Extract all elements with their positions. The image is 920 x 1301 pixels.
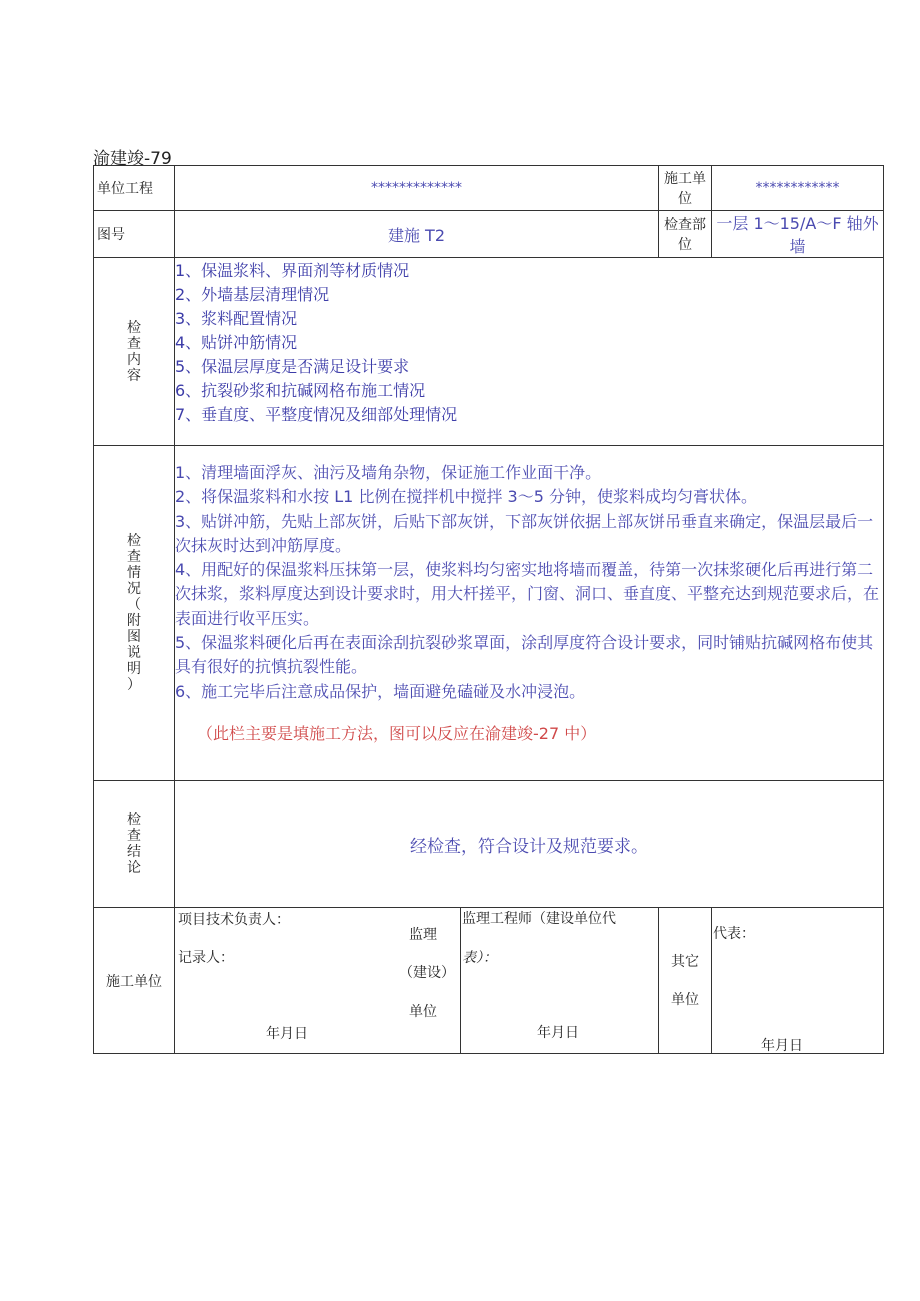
constructor-label-cell [659, 166, 712, 211]
tech-lead-label: 项目技术负责人： [178, 912, 290, 928]
row-content [94, 258, 884, 446]
drawing-no-label: 图号 [94, 211, 175, 258]
other-unit-label: 其它 单位 [659, 908, 712, 1054]
content-label: 检 查 内 容 [94, 258, 175, 446]
constructor-value: ************ [712, 166, 884, 211]
inspect-part-value: 一层 1～15/A～F 轴外墙 [712, 211, 884, 258]
content-item: 2、外墙基层清理情况 [175, 285, 330, 304]
supervision-label-1: 监理 [409, 927, 437, 943]
situation-paragraph: 4、用配好的保温浆料压抹第一层，使浆料均匀密实地将墙而覆盖，待第一次抹浆硬化后再进行第二次抹浆，浆料厚度达到设计要求时，用大杆搓平，门窗、洞口、垂直度、平整充达到规范要求后，在表面进行收平压实。 [175, 560, 880, 628]
row-conclusion [94, 781, 884, 908]
supervisor-label-line2: 表）： [462, 950, 497, 966]
date-other: 年月日 [761, 1038, 803, 1054]
content-item: 4、贴饼冲筋情况 [175, 333, 298, 352]
row-unit-project [94, 166, 884, 211]
content-item: 5、保温层厚度是否满足设计要求 [175, 357, 410, 376]
situation-paragraph: 1、清理墙面浮灰、油污及墙角杂物，保证施工作业面干净。 [175, 463, 602, 482]
situation-paragraph: 3、贴饼冲筋，先贴上部灰饼，后贴下部灰饼，下部灰饼依据上部灰饼吊垂直来确定，保温层最后一次抹灰时达到冲筋厚度。 [175, 511, 874, 555]
unit-project-value: ************* [175, 166, 659, 211]
construction-sign-cell [175, 908, 461, 1054]
inspect-part-label: 检查部位 [659, 211, 712, 258]
content-item: 6、抗裂砂浆和抗碱网格布施工情况 [175, 381, 426, 400]
row-signatures [94, 908, 884, 1054]
construction-unit-label: 施工单位 [94, 908, 175, 1054]
document-code: 渝建竣-79 [93, 149, 172, 169]
drawing-no-value: 建施 T2 [175, 211, 659, 258]
other-unit-sign-cell [712, 908, 884, 1054]
conclusion-text: 经检查，符合设计及规范要求。 [175, 781, 884, 908]
content-item: 3、浆料配置情况 [175, 309, 298, 328]
situation-paragraph: 5、保温浆料硬化后再在表面涂刮抗裂砂浆罩面，涂刮厚度符合设计要求，同时铺贴抗碱网格布使其具有很好的抗慎抗裂性能。 [175, 633, 874, 677]
situation-label: 检 查 情 况 （ 附 图 说 明 ） [94, 446, 175, 781]
unit-project-label: 单位工程 [94, 166, 175, 211]
recorder-label: 记录人： [178, 950, 234, 966]
representative-label: 代表： [713, 926, 755, 942]
content-item: 7、垂直度、平整度情况及细部处理情况 [175, 405, 458, 424]
situation-note: （此栏主要是填施工方法，图可以反应在渝建竣-27 中） [197, 723, 597, 743]
situation-text [175, 446, 884, 781]
situation-paragraph: 6、施工完毕后注意成品保护，墙面避免磕碰及水冲浸泡。 [175, 681, 586, 701]
row-drawing-no [94, 211, 884, 258]
row-situation [94, 446, 884, 781]
supervision-label-3: 单位 [409, 1004, 437, 1020]
supervisor-sign-cell [461, 908, 659, 1054]
conclusion-label: 检 查 结 论 [94, 781, 175, 908]
supervision-label-2: （建设） [399, 965, 455, 981]
content-items [175, 258, 884, 446]
date-supervisor: 年月日 [537, 1025, 579, 1041]
constructor-label: 施工单位 [664, 171, 706, 207]
situation-paragraph: 2、将保温浆料和水按 L1 比例在搅拌机中搅拌 3～5 分钟，使浆料成均匀膏状体。 [175, 487, 757, 507]
date-construction: 年月日 [266, 1026, 308, 1042]
supervisor-label-line1: 监理工程师（建设单位代 [462, 911, 616, 927]
inspection-form [93, 165, 884, 1054]
content-item: 1、保温浆料、界面剂等材质情况 [175, 261, 410, 280]
